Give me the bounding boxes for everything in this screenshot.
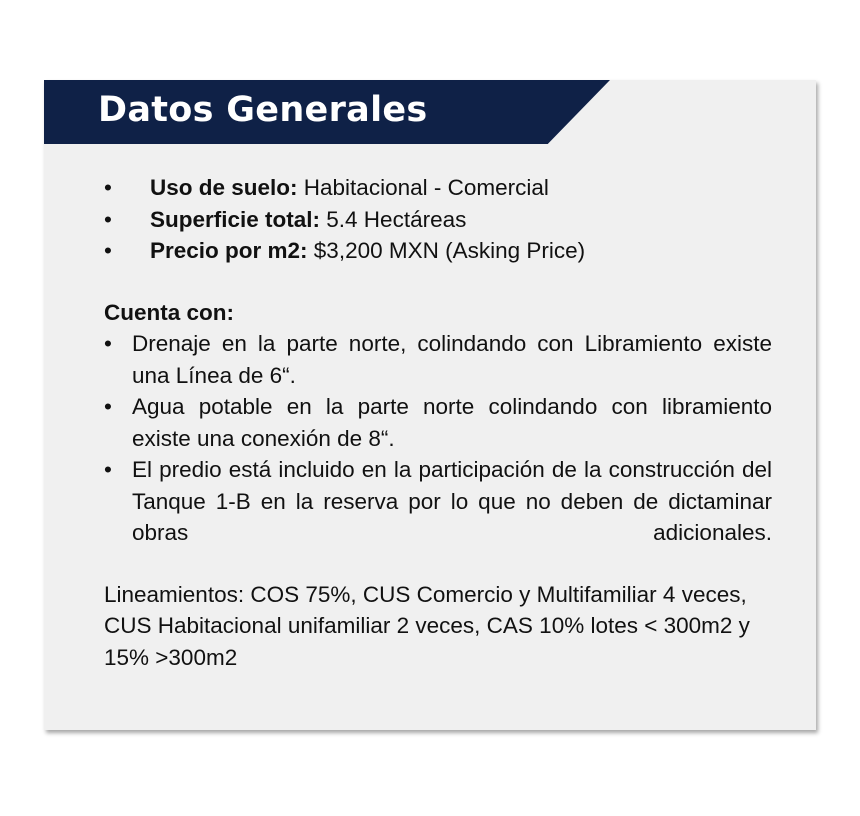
- bullet-icon: •: [104, 175, 112, 200]
- bullet-icon: •: [104, 394, 112, 419]
- feature-text: Agua potable en la parte norte colindando con libramiento existe una conexión de 8“.: [132, 394, 772, 451]
- summary-value: $3,200 MXN (Asking Price): [307, 238, 586, 263]
- guidelines-text: Lineamientos: COS 75%, CUS Comercio y Multifamiliar 4 veces, CUS Habitacional unifamiliar 2 veces, CAS 10% lotes < 300m2 y 15% >300m2: [104, 581, 750, 670]
- summary-label: Superficie total:: [150, 206, 321, 232]
- feature-list: [104, 328, 772, 549]
- summary-item-uso-de-suelo: [104, 172, 772, 204]
- feature-item-agua-potable: [104, 391, 772, 454]
- datos-generales-card: [44, 80, 816, 730]
- bullet-icon: •: [104, 457, 112, 482]
- summary-item-precio-por-m2: [104, 235, 772, 267]
- summary-value: Habitacional - Comercial: [297, 175, 549, 200]
- summary-item-superficie-total: [104, 204, 772, 236]
- bullet-icon: •: [104, 331, 112, 356]
- summary-list: [104, 172, 772, 267]
- summary-value: 5.4 Hectáreas: [320, 206, 467, 232]
- feature-item-predio: [104, 454, 772, 549]
- section-heading-cuenta-con: Cuenta con:: [104, 299, 235, 325]
- card-content: [104, 172, 772, 673]
- feature-text: Drenaje en la parte norte, colindando con Libramiento existe una Línea de 6“.: [132, 331, 772, 388]
- summary-label: Uso de suelo:: [150, 175, 298, 200]
- page-title: Datos Generales: [98, 90, 428, 130]
- bullet-icon: •: [104, 238, 112, 263]
- feature-item-drenaje: [104, 328, 772, 391]
- summary-label: Precio por m2:: [150, 238, 308, 263]
- bullet-icon: •: [104, 206, 112, 232]
- feature-text: El predio está incluido en la participación de la construcción del Tanque 1-B en la reserva por lo que no deben de dictaminar obras adicionales.: [132, 457, 772, 545]
